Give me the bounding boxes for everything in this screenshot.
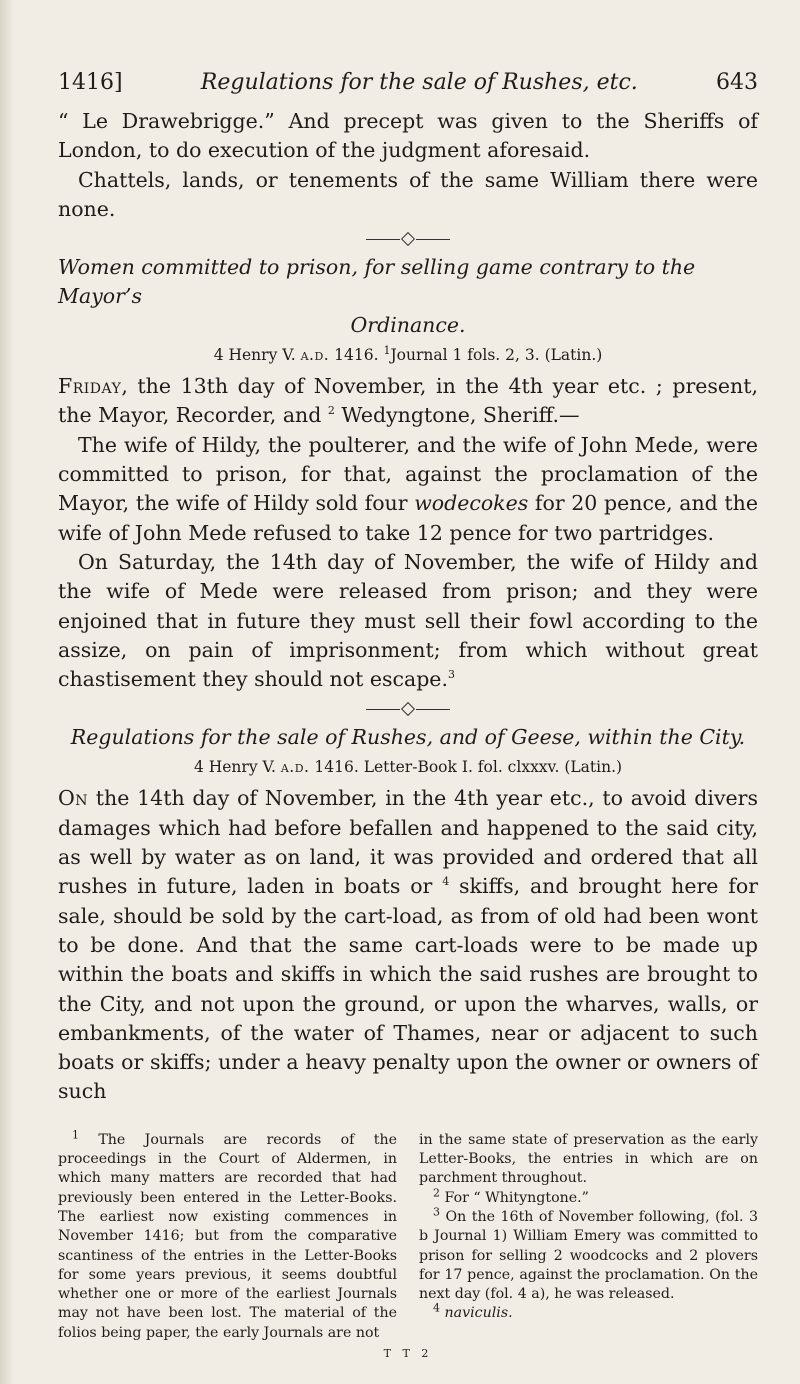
section2-heading: Regulations for the sale of Rushes, and of Geese, within the City. xyxy=(70,725,746,750)
section-separator xyxy=(58,698,758,720)
section2-source: 4 Henry V. a.d. 1416. Letter-Book I. fol. clxxxv. (Latin.) xyxy=(193,758,623,777)
section1-source: 4 Henry V. a.d. 1416. $^1$Journal 1 fols. 2, 3. (Latin.) xyxy=(213,344,603,365)
section2-paragraph-rushes: On the 14th day of November, in the 4th year etc., to avoid divers damages which had before befallen and happened to the said city, as well by water as on land, it was provided and ordered that all rushes in future, laden in boats or $^4$ skiffs, and brought here for sale, should be sold by the cart-load, as from of old had been wont to be done. And that the same cart-loads were to be made up within the boats and skiffs in which the said rushes are brought to the City, and not upon the ground, or upon the wharves, walls, or embankments, of the water of Thames, near or adjacent to such boats or skiffs; under a heavy penalty upon the owner or owners of such xyxy=(58,786,758,1104)
page-gutter-shadow xyxy=(0,0,14,1384)
intro-line-chattels: Chattels, lands, or tenements of the same William there were none. xyxy=(58,167,758,221)
footnotes xyxy=(58,1127,759,1343)
running-head xyxy=(58,70,758,95)
section1-paragraph-friday: Friday, the 13th day of November, in the 4th year etc. ; present, the Mayor, Recorder, and $^2$ Wedyngtone, Sheriff.— xyxy=(58,374,758,428)
footnote-3: $^3$ On the 16th of November following, (fol. 3 b Journal 1) William Emery was committed to prison for selling 2 woodcocks and 2 plovers for 17 pence, against the proclamation. On the next day (fol. 4 a), he was released. xyxy=(419,1205,759,1303)
running-head-title: Regulations for the sale of Rushes, etc. xyxy=(200,70,638,95)
page-number: 643 xyxy=(716,70,758,95)
section1-heading xyxy=(58,253,758,340)
footnote-1-continued: in the same state of preservation as the early Letter-Books, the entries in which are on parchment throughout. xyxy=(419,1131,758,1187)
book-page xyxy=(58,70,758,1360)
section1-heading-line2: Ordinance. xyxy=(350,313,466,338)
running-head-year: 1416] xyxy=(58,70,123,95)
section-separator xyxy=(58,228,758,250)
footnote-2: $^2$ For “ Whityngtone.” xyxy=(433,1185,589,1206)
intro-paragraph: “ Le Drawebrigge.” And precept was given to the Sheriffs of London, to do execution of the judgment aforesaid. xyxy=(58,109,758,163)
footnotes-left-column xyxy=(58,1127,397,1343)
footnote-4: $^4$ naviculis. xyxy=(433,1301,513,1322)
section1-heading-line1: Women committed to prison, for selling game contrary to the Mayor’s xyxy=(58,255,696,309)
footnotes-right-column xyxy=(419,1131,758,1343)
section1-paragraph-saturday: On Saturday, the 14th day of November, the wife of Hildy and the wife of Mede were released from prison; and they were enjoined that in future they must sell their fowl according to the assize, on pain of imprisonment; from which without great chastisement they should not escape.$^3$ xyxy=(58,549,758,692)
signature-mark: T T 2 xyxy=(383,1346,433,1360)
section1-paragraph-wives: The wife of Hildy, the poulterer, and the wife of John Mede, were committed to prison, for that, against the proclamation of the Mayor, the wife of Hildy sold four wodecokes for 20 pence, and the wife of John Mede refused to take 12 pence for two partridges. xyxy=(58,432,758,545)
footnote-1: $^1$ The Journals are records of the proceedings in the Court of Aldermen, in which many matters are recorded that had previously been entered in the Letter-Books. The earliest now existing commences in November 1416; but from the comparative scantiness of the entries in the Letter-Books for some years previous, it seems doubtful whether one or more of the earliest Journals may not have been lost. The material of the folios being paper, the early Journals are not xyxy=(58,1127,397,1341)
